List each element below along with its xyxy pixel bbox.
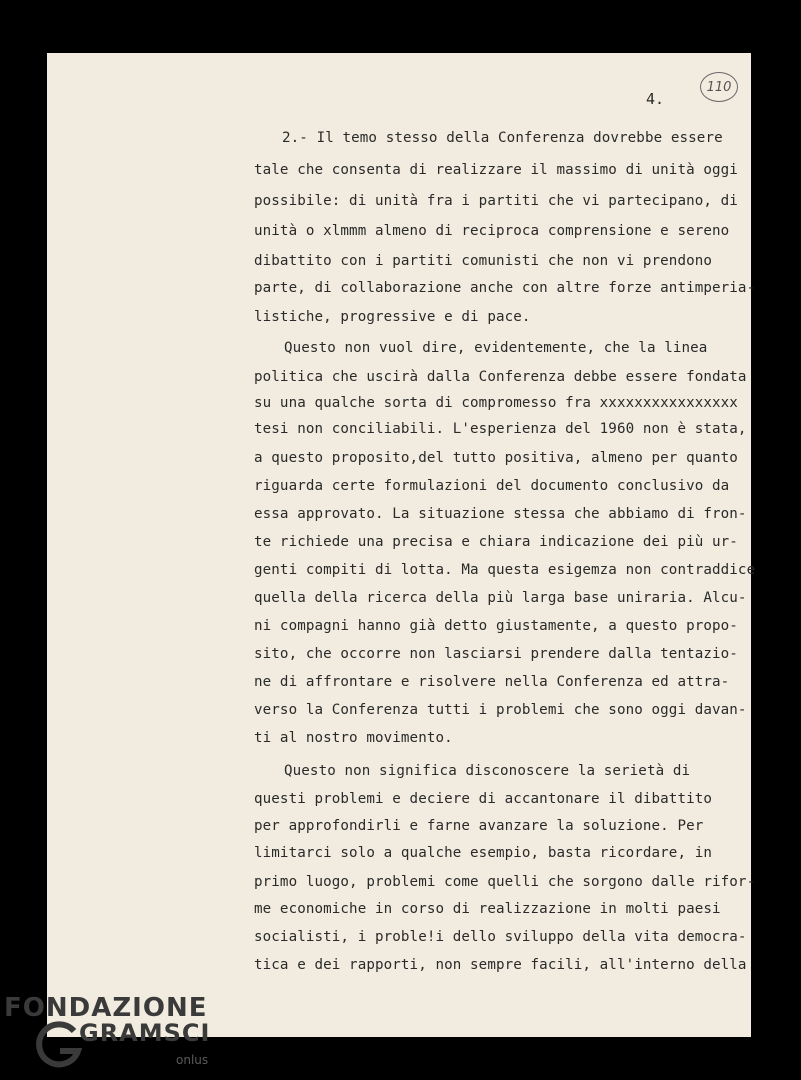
text-line: unità o xlmmm almeno di reciproca comprensione e sereno xyxy=(254,223,730,239)
text-line: quella della ricerca della più larga base uniraria. Alcu- xyxy=(254,590,747,606)
fondazione-gramsci-watermark xyxy=(4,993,211,1073)
text-line: genti compiti di lotta. Ma questa esigemza non contraddice xyxy=(254,562,756,578)
text-line: politica che uscirà dalla Conferenza debbe essere fondata xyxy=(254,369,747,385)
watermark-line3: onlus xyxy=(176,1053,209,1067)
text-line: tesi non conciliabili. L'esperienza del 1960 non è stata, xyxy=(254,421,747,437)
text-line: dibattito con i partiti comunisti che non vi prendono xyxy=(254,253,713,269)
archive-stamp xyxy=(700,72,738,102)
text-line: tale che consenta di realizzare il massimo di unità oggi xyxy=(254,162,738,178)
text-line: Questo non significa disconoscere la serietà di xyxy=(284,763,691,779)
text-line: ne di affrontare e risolvere nella Conferenza ed attra- xyxy=(254,674,730,690)
text-line: 2.- Il temo stesso della Conferenza dovrebbe essere xyxy=(282,130,723,146)
text-line: verso la Conferenza tutti i problemi che sono oggi davan- xyxy=(254,702,747,718)
archive-stamp-number: 110 xyxy=(706,79,732,95)
text-line: Questo non vuol dire, evidentemente, che la linea xyxy=(284,340,708,356)
text-line: limitarci solo a qualche esempio, basta ricordare, in xyxy=(254,845,713,861)
page-number: 4. xyxy=(646,90,665,108)
text-line: sito, che occorre non lasciarsi prendere dalla tentazio- xyxy=(254,646,738,662)
text-line: primo luogo, problemi come quelli che sorgono dalle rifor- xyxy=(254,874,756,890)
watermark-line2: GRAMSCI xyxy=(79,1019,211,1047)
text-line: riguarda certe formulazioni del documento conclusivo da xyxy=(254,478,730,494)
text-line: me economiche in corso di realizzazione in molti paesi xyxy=(254,901,721,917)
text-line: possibile: di unità fra i partiti che vi partecipano, di xyxy=(254,193,738,209)
text-line: essa approvato. La situazione stessa che abbiamo di fron- xyxy=(254,506,747,522)
text-line: a questo proposito,del tutto positiva, almeno per quanto xyxy=(254,450,738,466)
text-line: te richiede una precisa e chiara indicazione dei più ur- xyxy=(254,534,738,550)
watermark-line1: FONDAZIONE xyxy=(4,993,208,1023)
text-line: questi problemi e deciere di accantonare il dibattito xyxy=(254,791,713,807)
text-line: per approfondirli e farne avanzare la soluzione. Per xyxy=(254,818,704,834)
text-line: socialisti, i proble!i dello sviluppo della vita democra- xyxy=(254,929,747,945)
text-line: su una qualche sorta di compromesso fra xxxxxxxxxxxxxxxx xyxy=(254,395,738,411)
gramsci-g-logo-icon xyxy=(34,1021,84,1071)
text-line: ni compagni hanno già detto giustamente, a questo propo- xyxy=(254,618,738,634)
text-line: parte, di collaborazione anche con altre forze antimperia- xyxy=(254,280,756,296)
text-line: listiche, progressive e di pace. xyxy=(254,309,531,325)
text-line: ti al nostro movimento. xyxy=(254,730,453,746)
text-line: tica e dei rapporti, non sempre facili, all'interno della xyxy=(254,957,747,973)
